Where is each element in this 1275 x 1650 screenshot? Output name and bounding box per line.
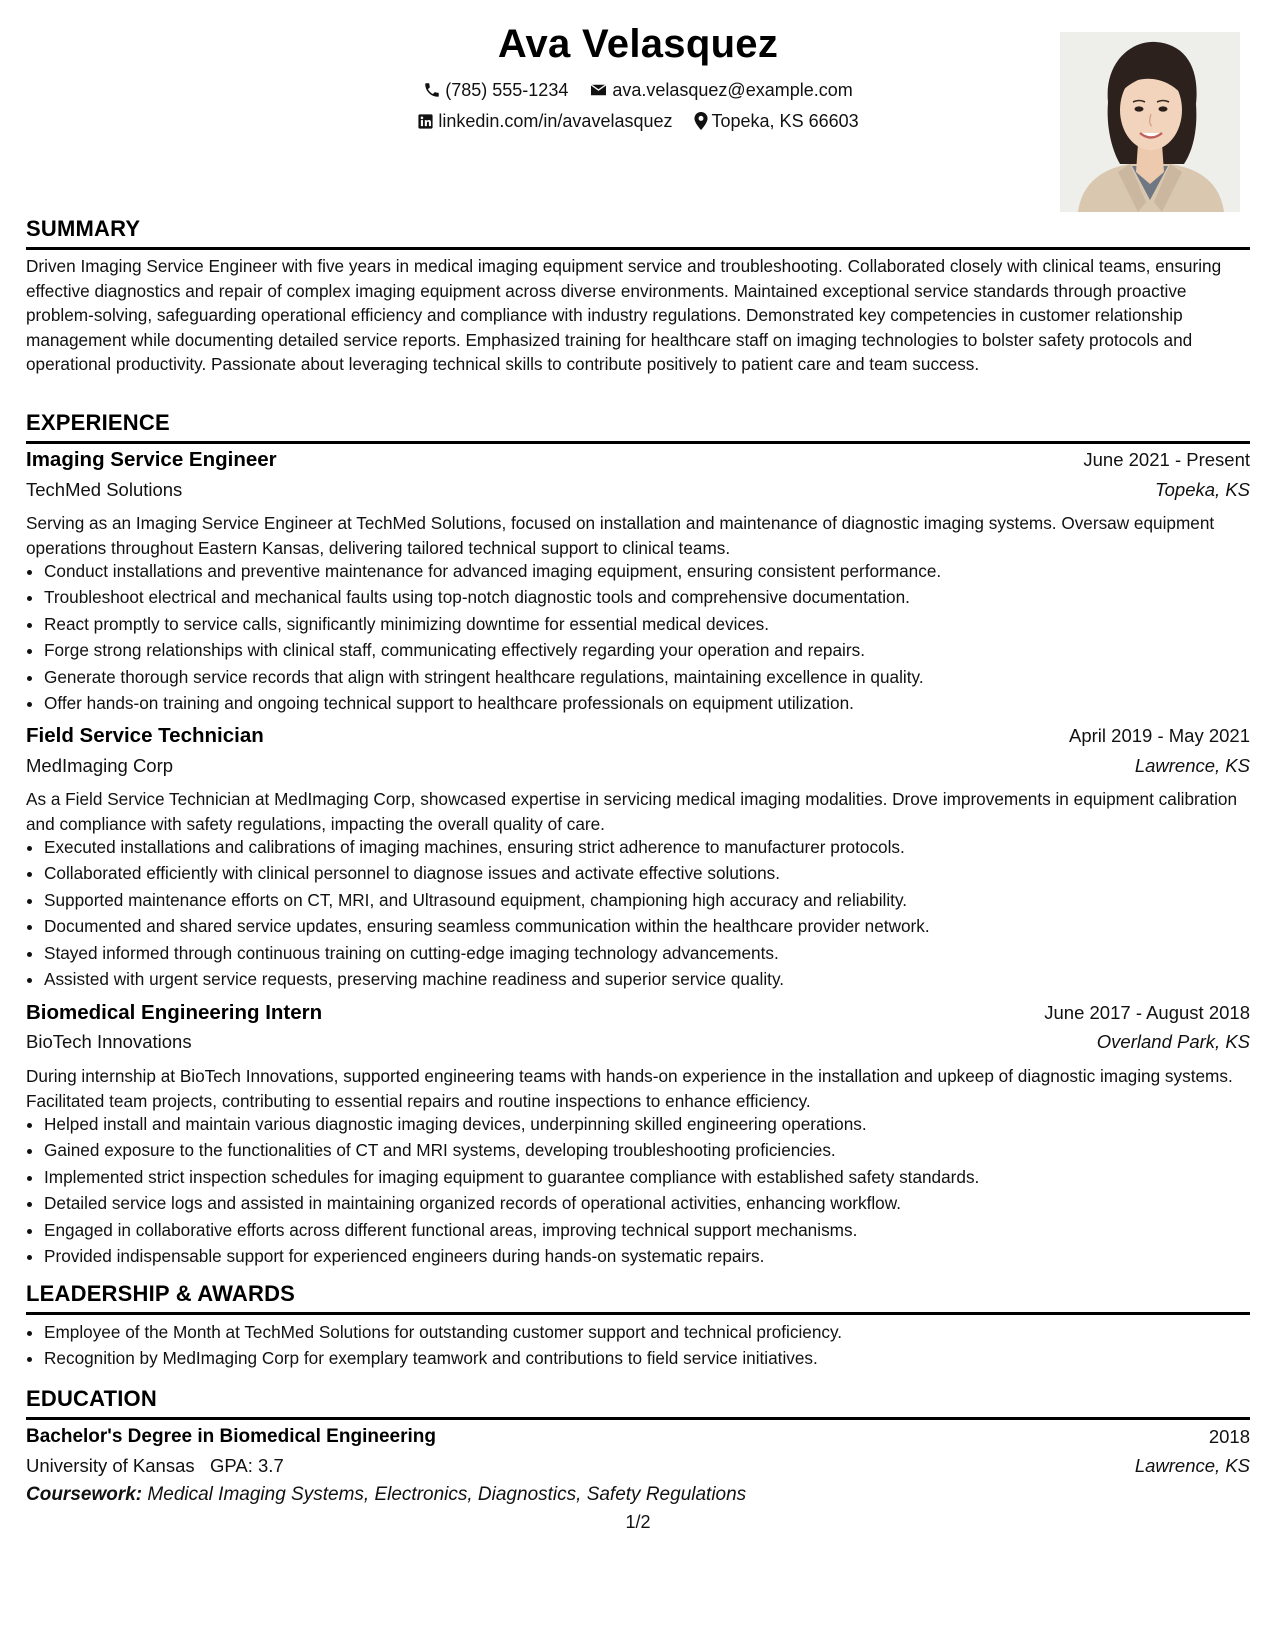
envelope-icon bbox=[589, 81, 608, 99]
job-location: Topeka, KS bbox=[1155, 479, 1250, 500]
email-link[interactable]: ava.velasquez@example.com bbox=[612, 80, 853, 100]
coursework-label: Coursework: bbox=[26, 1484, 143, 1505]
resume-header bbox=[26, 22, 1250, 212]
gpa: GPA: 3.7 bbox=[210, 1455, 284, 1476]
job-dates: June 2021 - Present bbox=[1083, 449, 1250, 470]
email-item[interactable] bbox=[589, 80, 852, 101]
job-dates: April 2019 - May 2021 bbox=[1069, 725, 1250, 746]
phone-number: (785) 555-1234 bbox=[445, 80, 569, 100]
list-item: • Forge strong relationships with clinical staff, communicating effectively regarding your operation and repairs. bbox=[44, 637, 1264, 663]
list-item: • Executed installations and calibrations of imaging machines, ensuring strict adherence to manufacturer protocols. bbox=[44, 834, 1264, 860]
list-item: • Engaged in collaborative efforts across different functional areas, improving technical support mechanisms. bbox=[44, 1217, 1264, 1243]
job-location: Lawrence, KS bbox=[1134, 755, 1250, 776]
job-bullets bbox=[26, 558, 1264, 716]
list-item: • Stayed informed through continuous training on cutting-edge imaging technology advancements. bbox=[44, 940, 1264, 966]
list-item: • Offer hands-on training and ongoing technical support to healthcare professionals on equipment utilization. bbox=[44, 690, 1264, 716]
phone-item bbox=[423, 80, 568, 101]
list-item: • Troubleshoot electrical and mechanical faults using top-notch diagnostic tools and comprehensive documentation. bbox=[44, 584, 1264, 610]
coursework-line bbox=[26, 1484, 746, 1506]
candidate-name: Ava Velasquez bbox=[497, 22, 779, 66]
location-item bbox=[694, 111, 859, 132]
list-item: • Supported maintenance efforts on CT, MRI, and Ultrasound equipment, championing high accuracy and reliability. bbox=[44, 887, 1264, 913]
list-item: • Generate thorough service records that align with stringent healthcare regulations, maintaining excellence in quality. bbox=[44, 664, 1264, 690]
portrait-illustration bbox=[1060, 32, 1240, 212]
job-bullets bbox=[26, 1111, 1264, 1269]
list-item: • Conduct installations and preventive maintenance for advanced imaging equipment, ensuring consistent performance. bbox=[44, 558, 1264, 584]
graduation-year: 2018 bbox=[1208, 1426, 1250, 1447]
list-item: • Assisted with urgent service requests, preserving machine readiness and superior service quality. bbox=[44, 966, 1264, 992]
list-item: • Gained exposure to the functionalities of CT and MRI systems, developing troubleshooting proficiencies. bbox=[44, 1137, 1264, 1163]
school-location: Lawrence, KS bbox=[1134, 1455, 1250, 1476]
list-item: • Recognition by MedImaging Corp for exemplary teamwork and contributions to field service initiatives. bbox=[44, 1345, 1264, 1371]
job-dates: June 2017 - August 2018 bbox=[1044, 1002, 1250, 1023]
list-item: • Provided indispensable support for experienced engineers during hands-on systematic repairs. bbox=[44, 1243, 1264, 1269]
job-title: Biomedical Engineering Intern bbox=[26, 1001, 323, 1024]
list-item: • Documented and shared service updates, ensuring seamless communication within the healthcare provider network. bbox=[44, 913, 1264, 939]
list-item: • Helped install and maintain various diagnostic imaging devices, underpinning skilled engineering operations. bbox=[44, 1111, 1264, 1137]
job-bullets bbox=[26, 834, 1264, 992]
section-title-education: EDUCATION bbox=[26, 1386, 1250, 1420]
job-description: Serving as an Imaging Service Engineer at TechMed Solutions, focused on installation and maintenance of diagnostic imaging systems. Oversaw equipment operations throughout Eastern Kansas, delivering tailored technical support to clinical teams. bbox=[26, 513, 1215, 558]
map-pin-icon bbox=[694, 112, 708, 130]
school-name: University of Kansas bbox=[26, 1455, 195, 1476]
phone-icon bbox=[423, 81, 441, 99]
job-description: As a Field Service Technician at MedImaging Corp, showcased expertise in servicing medical imaging modalities. Drove improvements in equipment calibration and compliance with safety regulations, impacting the overall quality of care. bbox=[26, 789, 1238, 834]
list-item: • Detailed service logs and assisted in maintaining organized records of operational activities, enhancing workflow. bbox=[44, 1190, 1264, 1216]
awards-list bbox=[26, 1319, 1264, 1372]
school-line bbox=[26, 1455, 284, 1477]
job-description: During internship at BioTech Innovations, supported engineering teams with hands-on experience in the installation and upkeep of diagnostic imaging systems. Facilitated team projects, contributing to essential repairs and routine inspections to enhance efficiency. bbox=[26, 1066, 1233, 1111]
resume-page bbox=[26, 0, 1250, 1650]
location-text: Topeka, KS 66603 bbox=[711, 111, 859, 131]
linkedin-icon bbox=[417, 113, 434, 130]
page-number: 1/2 bbox=[625, 1512, 651, 1532]
job-title: Field Service Technician bbox=[26, 724, 264, 747]
coursework-list: Medical Imaging Systems, Electronics, Diagnostics, Safety Regulations bbox=[147, 1484, 747, 1505]
degree-title: Bachelor's Degree in Biomedical Engineering bbox=[26, 1426, 436, 1447]
job-company: MedImaging Corp bbox=[26, 755, 174, 776]
job-company: TechMed Solutions bbox=[26, 479, 183, 500]
linkedin-link[interactable]: linkedin.com/in/avavelasquez bbox=[438, 111, 673, 131]
section-title-summary: SUMMARY bbox=[26, 216, 1250, 250]
job-location: Overland Park, KS bbox=[1096, 1031, 1250, 1052]
list-item: • Collaborated efficiently with clinical personnel to diagnose issues and activate effective solutions. bbox=[44, 860, 1264, 886]
list-item: • Implemented strict inspection schedules for imaging equipment to guarantee compliance with established safety standards. bbox=[44, 1164, 1264, 1190]
summary-text: Driven Imaging Service Engineer with five years in medical imaging equipment service and troubleshooting. Collaborated closely with clinical teams, ensuring effective diagnostics and repair of complex imaging equipment across diverse environments. Maintained exceptional service standards through proactive problem-solving, safeguarding operational efficiency and compliance with industry regulations. Demonstrated key competencies in customer relationship management while documenting detailed service reports. Emphasized training for healthcare staff on imaging technologies to bolster safety protocols and operational productivity. Passionate about leveraging technical skills to contribute positively to patient care and team success. bbox=[26, 256, 1222, 374]
section-title-experience: EXPERIENCE bbox=[26, 410, 1250, 444]
list-item: • React promptly to service calls, significantly minimizing downtime for essential medical devices. bbox=[44, 611, 1264, 637]
linkedin-item[interactable] bbox=[417, 111, 672, 132]
list-item: • Employee of the Month at TechMed Solutions for outstanding customer support and technical proficiency. bbox=[44, 1319, 1264, 1345]
job-company: BioTech Innovations bbox=[26, 1031, 192, 1052]
profile-photo bbox=[1060, 32, 1240, 212]
job-title: Imaging Service Engineer bbox=[26, 448, 277, 471]
section-title-leadership: LEADERSHIP & AWARDS bbox=[26, 1281, 1250, 1315]
